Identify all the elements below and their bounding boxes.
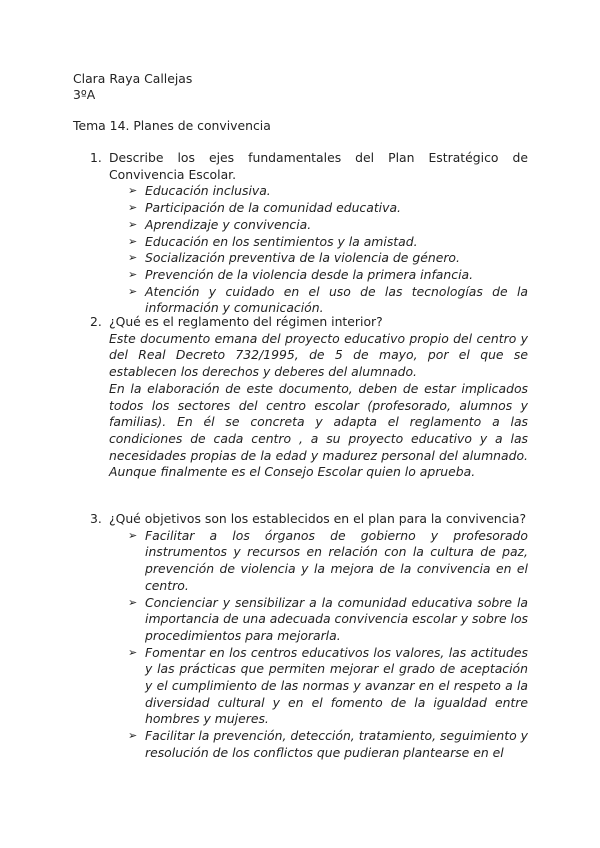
arrow-bullet-icon: ➢ [128,267,138,281]
arrow-bullet-icon: ➢ [128,729,138,743]
question-3 [90,511,528,762]
list-item: ➢ Concienciar y sensibilizar a la comunidad educativa sobre la importancia de una adecuada convivencia escolar y sobre los procedimientos para mejorarla. [128,594,529,643]
student-header [73,71,192,103]
question-number: 2. [90,314,102,329]
arrow-bullet-icon: ➢ [128,595,138,609]
list-item: ➢ Participación de la comunidad educativa. [128,200,401,216]
question-2 [90,314,528,481]
list-item: ➢ Fomentar en los centros educativos los valores, las actitudes y las prácticas que permiten mejorar el grado de aceptación y el cumplimiento de las normas y avanzar en el respeto a la diversidad cultural y en el fomento de la igualdad entre hombres y mujeres. [128,644,528,727]
arrow-bullet-icon: ➢ [128,217,138,231]
list-item: ➢ Educación inclusiva. [128,183,271,199]
list-item: ➢ Aprendizaje y convivencia. [128,216,312,232]
question-title: ¿Qué objetivos son los establecidos en el plan para la convivencia? [109,511,527,526]
question-number: 3. [90,511,102,526]
topic-title: Tema 14. Planes de convivencia [73,118,271,133]
arrow-bullet-icon: ➢ [128,251,138,265]
answer-paragraph: En la elaboración de este documento, deben de estar implicados todos los sectores del centro escolar (profesorado, alumnos y familias). En él se concreta y adapta el reglamento a las condiciones de cada centro , a su proyecto educativo y a las necesidades propias de la edad y madurez personal del alumnado. Aunque finalmente es el Consejo Escolar quien lo aprueba. [109,380,528,480]
arrow-bullet-icon: ➢ [128,201,138,215]
answer-bullet-list [90,183,528,317]
student-course: 3ºA [73,87,96,102]
answer-bullet-list [90,528,528,762]
arrow-bullet-icon: ➢ [128,184,138,198]
question-1 [90,150,528,317]
question-title: ¿Qué es el reglamento del régimen interior? [109,314,383,329]
student-name: Clara Raya Callejas [73,71,193,86]
question-title: Describe los ejes fundamentales del Plan Estratégico de Convivencia Escolar. [109,150,528,182]
list-item: ➢ Prevención de la violencia desde la primera infancia. [128,266,474,282]
list-item: ➢ Facilitar la prevención, detección, tratamiento, seguimiento y resolución de los conflictos que pudieran plantearse en el [128,728,528,760]
answer-paragraph: Este documento emana del proyecto educativo propio del centro y del Real Decreto 732/1995, de 5 de mayo, por el que se establecen los derechos y deberes del alumnado. [109,330,528,380]
arrow-bullet-icon: ➢ [128,284,138,298]
question-number: 1. [90,150,102,165]
arrow-bullet-icon: ➢ [128,234,138,248]
list-item: ➢ Socialización preventiva de la violencia de género. [128,250,460,266]
arrow-bullet-icon: ➢ [128,645,138,659]
list-item: ➢ Atención y cuidado en el uso de las tecnologías de la información y comunicación. [128,283,528,316]
list-item: ➢ Facilitar a los órganos de gobierno y profesorado instrumentos y recursos en relación con la cultura de paz, prevención de violencia y la mejora de la convivencia en el centro. [128,527,528,593]
list-item: ➢ Educación en los sentimientos y la amistad. [128,233,418,249]
arrow-bullet-icon: ➢ [128,528,138,542]
